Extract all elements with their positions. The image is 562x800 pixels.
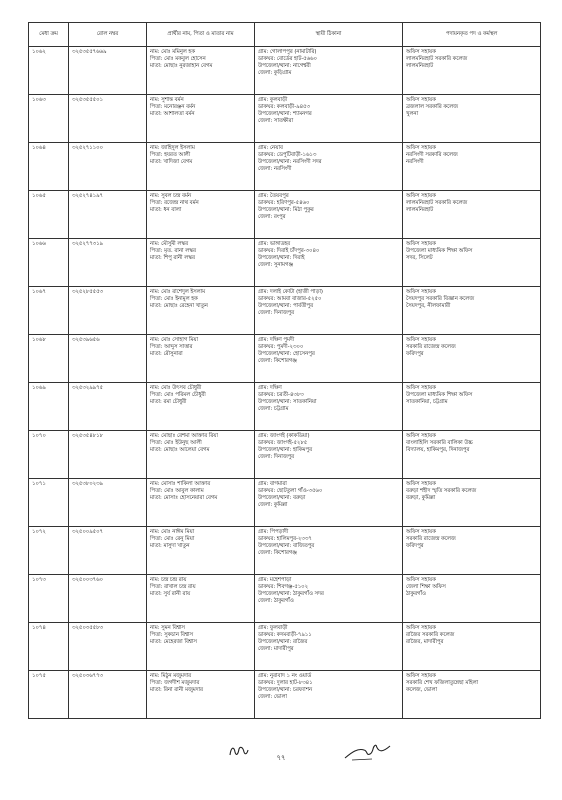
cell-address-line: উপজেলা/থানা: ঠাকুরগাঁও সদর	[258, 590, 324, 597]
cell-post-line: অফিস সহায়ক	[406, 624, 436, 631]
cell-post-line: অফিস সহায়ক	[406, 528, 436, 535]
cell-name-line: মাতা: রৌসুনারা	[150, 350, 183, 357]
cell-serial: ১০৬৮	[29, 335, 69, 383]
cell-name-line: মাতা: মোছাঃ নুরজাহান বেগম	[150, 62, 213, 69]
cell-post-line: সৈয়দপুর, নীলফামারী	[406, 302, 451, 309]
table-row	[29, 671, 541, 719]
cell-address	[255, 431, 403, 479]
cell-address	[255, 287, 403, 335]
cell-post	[403, 479, 541, 527]
cell-post	[403, 623, 541, 671]
cell-post	[403, 527, 541, 575]
cell-post-line: বরুড়া, কুমিল্লা	[406, 494, 436, 501]
cell-name-line: মাতা: ধন বালা	[150, 206, 182, 213]
cell-address-line: উপজেলা/থানা: পার্বতীপুর	[258, 302, 314, 309]
cell-post-line: অফিস সহায়ক	[406, 672, 436, 679]
header-roll: রোল নম্বর	[69, 23, 147, 47]
merit-list-sheet	[28, 22, 540, 719]
cell-name-line: মাতা: শিপু রানী লস্কর	[150, 254, 195, 261]
cell-name	[147, 527, 255, 575]
cell-address-line: ডাকঘর: বোর্ডের হাট-৫৬৬০	[258, 55, 317, 62]
cell-address	[255, 479, 403, 527]
cell-roll: ৩২৫৩৮০২৩৯	[69, 479, 147, 527]
cell-address-line: গ্রাম: পিপড়াদী	[258, 528, 289, 535]
cell-post-line: অফিস সহায়ক	[406, 192, 436, 199]
cell-post-line: লালমনিরহাট সরকারি কলেজ	[406, 199, 468, 206]
cell-name-line: পিতা: মনোরঞ্জন বর্মন	[150, 103, 196, 110]
cell-name	[147, 623, 255, 671]
cell-address-line: উপজেলা/থানা: বাজিতপুর	[258, 542, 315, 549]
cell-post	[403, 191, 541, 239]
cell-roll: ৩২৫০৩৬৭৭৩	[69, 671, 147, 719]
cell-address	[255, 191, 403, 239]
cell-address-line: জেলা: ভোলা	[258, 693, 287, 700]
table-row	[29, 143, 541, 191]
cell-address-line: ডাকঘর: হালিমপুর-২৩৩৭	[258, 535, 312, 542]
cell-post-line: অফিস সহায়ক	[406, 48, 436, 55]
cell-post-line: অফিস সহায়ক	[406, 432, 436, 439]
cell-address-line: জেলা: ঠাকুরগাঁও	[258, 597, 294, 604]
cell-post-line: নরসিংদী	[406, 158, 424, 165]
cell-name-line: নাম: সুশান্ত বর্মন	[150, 96, 184, 103]
cell-address-line: জেলা: নরসিংদী	[258, 165, 292, 172]
cell-name	[147, 239, 255, 287]
cell-post-line: বরুড়া শহীদ স্মৃতি সরকারি কলেজ	[406, 487, 477, 494]
cell-post-line: নরসিংদী সরকারি কলেজ	[406, 151, 458, 158]
cell-name-line: মাতা: মোছাঃ আলেয়া বেগম	[150, 446, 210, 453]
cell-roll: ৩২৫২৭৭৩১৯	[69, 239, 147, 287]
cell-name-line: পিতা: রজেন্দ্র নাথ বর্মন	[150, 199, 199, 206]
cell-roll: ৩২৫৩৯৬৫৬	[69, 335, 147, 383]
header-address: স্থায়ী ঠিকানা	[255, 23, 403, 47]
cell-name-line: নাম: মোছাঃ রেশমা আক্তার রিয়া	[150, 432, 218, 439]
table-header-row	[29, 23, 541, 47]
cell-address-line: উপজেলা/থানা: মিঠা পুকুর	[258, 206, 314, 213]
cell-address-line: গ্রাম: মহেশপাড়া	[258, 576, 292, 583]
cell-address-line: ডাকঘর: জাংগই-৫২৮৫	[258, 439, 308, 446]
cell-post-line: সৈয়দপুর সরকারি বিজ্ঞান কলেজ	[406, 295, 474, 302]
cell-serial: ১০৬৫	[29, 191, 69, 239]
cell-address-line: গ্রাম: দলাই কোটা (হাজী পাড়া)	[258, 288, 323, 295]
table-row	[29, 623, 541, 671]
cell-name-line: মাতা: মেহেরজা বিশ্বাস	[150, 638, 197, 645]
cell-roll: ৩২৫২৭৪১৯৭	[69, 191, 147, 239]
cell-name	[147, 191, 255, 239]
cell-address-line: ডাকঘর: হরিণপুর-৫৪৬০	[258, 199, 310, 206]
cell-post-line: রাজৈর সরকারি কলেজ	[406, 631, 455, 638]
cell-address-line: ডাকঘর: পুমদী-২৩০০	[258, 343, 304, 350]
cell-name-line: মাতা: রমা চৌধুরী	[150, 398, 187, 405]
cell-name-line: নাম: মোসাঃ শাকিলা আক্তার	[150, 480, 211, 487]
cell-post-line: অফিস সহায়ক	[406, 480, 436, 487]
cell-address	[255, 527, 403, 575]
cell-address-line: গ্রাম: ভাঙ্গাডহর	[258, 240, 291, 247]
cell-name-line: মাতা: মোসাঃ হোসনেয়ারা বেগম	[150, 494, 218, 501]
table-row	[29, 575, 541, 623]
table-row	[29, 383, 541, 431]
cell-post-line: সদর, সিলেট	[406, 254, 433, 261]
cell-roll: ৩২৫২৭১১০০	[69, 143, 147, 191]
cell-address-line: উপজেলা/থানা: হোসেনপুর	[258, 350, 315, 357]
cell-name-line: নাম: জাহিদুল ইসলাম	[150, 144, 195, 151]
cell-address	[255, 335, 403, 383]
cell-name-line: নাম: মোঃ উৎসব চৌধুরী	[150, 384, 202, 391]
table-row	[29, 239, 541, 287]
cell-name-line: পিতা: রাখাল চন্দ্র রায়	[150, 583, 196, 590]
cell-name	[147, 47, 255, 95]
cell-serial: ১০৬৪	[29, 143, 69, 191]
cell-post-line: ফরিদপুর	[406, 350, 424, 357]
cell-address-line: জেলা: সুনামগঞ্জ	[258, 261, 293, 268]
cell-address-line: ডাকঘর: কলবাড়ী-৯৪৫৩	[258, 103, 310, 110]
table-row	[29, 431, 541, 479]
cell-serial: ১০৭৫	[29, 671, 69, 719]
cell-name-line: মাতা: রিনা রানী মজুমদার	[150, 686, 203, 693]
cell-address-line: উপজেলা/থানা: নরসিংদী সদর	[258, 158, 322, 165]
cell-address-line: উপজেলা/থানা: শ্যামনগর	[258, 110, 312, 117]
cell-address-line: গ্রাম: জাংগই (কাকডিয়া)	[258, 432, 310, 439]
cell-serial: ১০৬২	[29, 47, 69, 95]
cell-name-line: নাম: মোঃ মমিনুল হক	[150, 48, 195, 55]
cell-name-line: মাতা: খাদিজা বেগম	[150, 158, 193, 165]
cell-post	[403, 335, 541, 383]
cell-serial: ১০৬৬	[29, 239, 69, 287]
cell-serial: ১০৭৩	[29, 575, 69, 623]
cell-post-line: ফরিদপুর	[406, 542, 424, 549]
cell-address-line: জেলা: কুড়িগ্রাম	[258, 69, 292, 76]
cell-address-line: গ্রাম: কুলবাড়ী	[258, 96, 288, 103]
cell-roll: ৩২৫৩৫৫৫০১	[69, 95, 147, 143]
cell-post	[403, 47, 541, 95]
cell-address-line: গ্রাম: তৈয়বপুর	[258, 192, 289, 199]
cell-post	[403, 95, 541, 143]
cell-post-line: অফিস সহায়ক	[406, 240, 436, 247]
cell-address-line: গ্রাম: বাগমারা	[258, 480, 287, 487]
cell-address-line: ডাকঘর: দিরাই চাঁদপুর-৩০৪০	[258, 247, 320, 254]
cell-address-line: জেলা: দিনাজপুর	[258, 453, 295, 460]
cell-name-line: নাম: মোঃ সোহাগ মিয়া	[150, 336, 199, 343]
cell-name	[147, 287, 255, 335]
cell-post-line: লালমনিরহাট সরকারি কলেজ	[406, 55, 468, 62]
page-number: ৭৭	[276, 754, 286, 762]
cell-roll: ৩২৫৩৫৫৭৬৬৯	[69, 47, 147, 95]
cell-name	[147, 335, 255, 383]
cell-post-line: উপজেলা মাধ্যমিক শিক্ষা অফিস	[406, 247, 473, 254]
cell-address-line: জেলা: রংপুর	[258, 213, 286, 220]
cell-name	[147, 383, 255, 431]
table-row	[29, 527, 541, 575]
cell-address-line: উপজেলা/থানা: সাতকানিয়া	[258, 398, 317, 405]
cell-post-line: সাতকানিয়া, চট্টগ্রাম	[406, 398, 448, 405]
cell-name-line: নাম: মিঠুন মজুমদার	[150, 672, 192, 679]
cell-address	[255, 143, 403, 191]
cell-address-line: উপজেলা/থানা: বরুড়া	[258, 494, 306, 501]
cell-address-line: উপজেলা/থানা: চরফ্যাশন	[258, 686, 312, 693]
cell-name-line: পিতা: সুকচান বিশ্বাস	[150, 631, 194, 638]
cell-name	[147, 431, 255, 479]
cell-name-line: পিতা: মোঃ আবুল কালাম	[150, 487, 204, 494]
cell-post-line: ঠাকুরগাঁও	[406, 590, 426, 597]
cell-name-line: পিতা: মোঃ মকবুল হোসেন	[150, 55, 206, 62]
cell-address-line: জেলা: কিশোরগঞ্জ	[258, 357, 297, 364]
cell-post-line: লালমনিরহাট	[406, 206, 434, 213]
header-name: প্রার্থীর নাম, পিতা ও মাতার নাম	[147, 23, 255, 47]
cell-post	[403, 287, 541, 335]
cell-name-line: পিতা: মোঃ রেনু মিয়া	[150, 535, 195, 542]
cell-address-line: গ্রাম: দক্ষিণ পুমদী	[258, 336, 295, 343]
cell-address-line: উপজেলা/থানা: হাকিমপুর	[258, 446, 312, 453]
cell-address-line: ডাকঘর: দুলার হাট-৮৩৪১	[258, 679, 313, 686]
cell-post-line: সরকারি শেখ ফজিলাতুন্নেছা মহিলা	[406, 679, 479, 686]
cell-roll: ৩২৫০০৩৭৬০	[69, 575, 147, 623]
cell-name-line: মাতা: সুর্য রানী রায়	[150, 590, 191, 597]
cell-name-line: নাম: মোঃ রাশেদুল ইসলাম	[150, 288, 206, 295]
cell-post-line: অফিস সহায়ক	[406, 576, 436, 583]
cell-address-line: গ্রাম: দক্ষিণ	[258, 384, 282, 391]
cell-name-line: নাম: মৌসুমী লস্কর	[150, 240, 189, 247]
cell-post	[403, 431, 541, 479]
cell-address-line: জেলা: চট্টগ্রাম	[258, 405, 289, 412]
cell-serial: ১০৭২	[29, 527, 69, 575]
cell-name-line: পিতা: আব্দুস সাত্তার	[150, 343, 193, 350]
cell-post-line: রাজৈর, মাদারীপুর	[406, 638, 444, 645]
cell-address-line: গ্রাম: নুরাবাদ ১ নং ওয়ার্ড	[258, 672, 312, 679]
header-post: পদায়নকৃত পদ ও কর্মস্থল	[403, 23, 541, 47]
table-row	[29, 191, 541, 239]
cell-address	[255, 671, 403, 719]
cell-name-line: নাম: চন্দ্র চন্দ্র রায়	[150, 576, 187, 583]
cell-name-line: মাতা: মোছাঃ রেহেনা খাতুন	[150, 302, 208, 309]
cell-post-line: ব্রজলাল সরকারি কলেজ	[406, 103, 458, 110]
cell-address-line: ডাকঘর: শিবগঞ্জ-৫১০২	[258, 583, 309, 590]
cell-address	[255, 575, 403, 623]
cell-post-line: অফিস সহায়ক	[406, 336, 436, 343]
cell-name-line: মাতা: আশালতা বর্মন	[150, 110, 195, 117]
table-row	[29, 335, 541, 383]
cell-serial: ১০৬৯	[29, 383, 69, 431]
cell-post-line: অফিস সহায়ক	[406, 144, 436, 151]
cell-post-line: খুলনা	[406, 110, 419, 117]
table-row	[29, 479, 541, 527]
cell-name-line: পিতা: জগদীশ মজুমদার	[150, 679, 200, 686]
cell-address-line: গ্রাম: নেয়াব	[258, 144, 283, 151]
cell-post-line: সরকারি রাজেন্দ্র কলেজ	[406, 535, 456, 542]
cell-post-line: বাংলাহিলি সরকারি বালিকা উচ্চ	[406, 439, 473, 446]
cell-name	[147, 671, 255, 719]
cell-name-line: পিতা: মোঃ পরিমল চৌধুরী	[150, 391, 206, 398]
cell-roll: ৩২৫৩৫৪৮১৮	[69, 431, 147, 479]
cell-address-line: ডাকঘর: আমবা বাজার-৫২৫০	[258, 295, 322, 302]
cell-name-line: পিতা: মোঃ ইউনুছ আলী	[150, 439, 202, 446]
header-serial: মেধা ক্রম	[29, 23, 69, 47]
cell-address-line: ডাকঘর: চরতী-৪৩৮৩	[258, 391, 304, 398]
cell-address-line: উপজেলা/থানা: নাগেশ্বরী	[258, 62, 311, 69]
cell-roll: ৩২৫০৩৫৫৮৩	[69, 623, 147, 671]
cell-address	[255, 383, 403, 431]
cell-roll: ৩২৫০০৯৫০৭	[69, 527, 147, 575]
cell-name	[147, 95, 255, 143]
table-row	[29, 287, 541, 335]
cell-serial: ১০৭৪	[29, 623, 69, 671]
table-row	[29, 95, 541, 143]
cell-name	[147, 575, 255, 623]
cell-post	[403, 671, 541, 719]
cell-address	[255, 47, 403, 95]
cell-name-line: নাম: মোঃ নাঈম মিয়া	[150, 528, 195, 535]
cell-address-line: জেলা: মাদারীপুর	[258, 645, 294, 652]
merit-table	[28, 22, 541, 719]
cell-serial: ১০৭০	[29, 431, 69, 479]
cell-post-line: অফিস সহায়ক	[406, 96, 436, 103]
cell-name-line: মাতা: মাসুদা খাতুন	[150, 542, 190, 549]
cell-roll: ৩২৫২৮৫৫৫৩	[69, 287, 147, 335]
cell-name	[147, 143, 255, 191]
cell-post-line: কলেজ, ভোলা	[406, 686, 438, 693]
cell-address	[255, 95, 403, 143]
cell-address-line: গ্রাম: গোলাপপুর (নামাটারি)	[258, 48, 317, 55]
cell-address-line: উপজেলা/থানা: রাজৈর	[258, 638, 308, 645]
cell-address	[255, 239, 403, 287]
cell-address-line: জেলা: কুমিল্লা	[258, 501, 288, 508]
cell-post-line: অফিস সহায়ক	[406, 288, 436, 295]
cell-post-line: বিদ্যালয়, হাকিমপুর, দিনাজপুর	[406, 446, 470, 453]
cell-name-line: নাম: সুমন বিশ্বাস	[150, 624, 185, 631]
cell-address-line: জেলা: কিশোরগঞ্জ	[258, 549, 297, 556]
cell-post	[403, 239, 541, 287]
cell-post-line: জেলা শিক্ষা অফিস	[406, 583, 446, 590]
cell-post-line: সরকারি রাজেন্দ্র কলেজ	[406, 343, 456, 350]
cell-address-line: জেলা: সাতক্ষীরা	[258, 117, 294, 124]
cell-name-line: নাম: সুবল চন্দ্র বর্মন	[150, 192, 192, 199]
cell-name-line: পিতা: মৃত. রানা লস্কর	[150, 247, 196, 254]
cell-serial: ১০৬৭	[29, 287, 69, 335]
cell-post	[403, 143, 541, 191]
cell-address-line: গ্রাম: ফুলবাড়ী	[258, 624, 288, 631]
cell-address-line: জেলা: দিনাজপুর	[258, 309, 295, 316]
cell-post	[403, 383, 541, 431]
cell-name	[147, 479, 255, 527]
cell-serial: ১০৭১	[29, 479, 69, 527]
cell-post	[403, 575, 541, 623]
cell-post-line: অফিস সহায়ক	[406, 384, 436, 391]
cell-name-line: পিতা: মোঃ ইনামুল হক	[150, 295, 198, 302]
cell-address-line: ডাকঘর: কদমবাড়ী-৭৯১১	[258, 631, 312, 638]
cell-post-line: লালমনিরহাট	[406, 62, 434, 69]
cell-address-line: ডাকঘর: ডেপুটিবাড়ী-১৬১৩	[258, 151, 317, 158]
cell-address-line: ডাকঘর: ছোটতুলা গাঁও-৩৫৬০	[258, 487, 323, 494]
cell-address-line: উপজেলা/থানা: দিরাই	[258, 254, 305, 261]
cell-roll: ৩২৫৩২৯৯৭৫	[69, 383, 147, 431]
cell-serial: ১০৬৩	[29, 95, 69, 143]
cell-name-line: পিতা: হযরত আলী	[150, 151, 191, 158]
cell-address	[255, 623, 403, 671]
table-row	[29, 47, 541, 95]
signature-right	[342, 740, 394, 766]
cell-post-line: উপজেলা মাধ্যমিক শিক্ষা অফিস	[406, 391, 473, 398]
